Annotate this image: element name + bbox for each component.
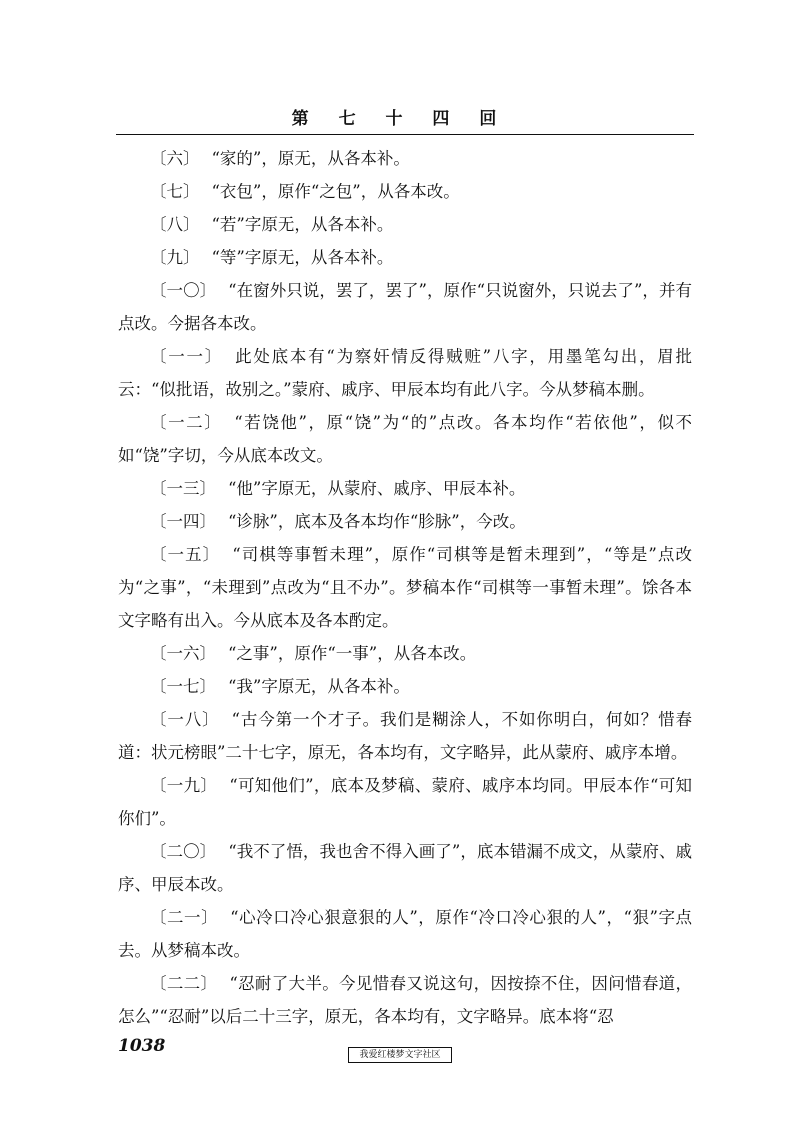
page-number: 1038 [118, 1036, 166, 1056]
footnote-text: “家的”，原无，从各本补。 [211, 149, 410, 168]
footnote-number: 〔二二〕 [150, 974, 218, 993]
footnote-text: 此处底本有“为察奸情反得贼赃”八字，用墨笔勾出，眉批云：“似批语，故别之。”蒙府、戚序、甲辰本均有此八字。今从梦稿本删。 [118, 347, 693, 399]
footnote [118, 901, 692, 967]
footnote-number: 〔二一〕 [150, 908, 219, 927]
footnote [118, 769, 692, 835]
page-header: 第 七 十 四 回 [291, 109, 509, 129]
footnote-text: “在窗外只说，罢了，罢了”，原作“只说窗外，只说去了”，并有点改。今据各本改。 [118, 281, 692, 333]
footnote-number: 〔八〕 [150, 215, 200, 234]
notes-body [118, 142, 692, 1033]
footnote [118, 538, 692, 637]
footnote [118, 703, 692, 769]
footnote-number: 〔一九〕 [150, 776, 218, 795]
footnote [118, 142, 692, 175]
footnote [118, 241, 692, 274]
footnote [118, 208, 692, 241]
footnote-text: “我”字原无，从各本补。 [228, 677, 410, 696]
footnote-number: 〔一五〕 [150, 545, 221, 564]
footnote-number: 〔二〇〕 [150, 842, 217, 861]
footnote [118, 406, 692, 472]
footnote [118, 967, 692, 1033]
footnote [118, 670, 692, 703]
footnote-number: 〔六〕 [150, 149, 200, 168]
footnote-text: “可知他们”，底本及梦稿、蒙府、戚序本均同。甲辰本作“可知你们”。 [118, 776, 693, 828]
footnote-text: “司棋等事暂未理”，原作“司棋等是暂未理到”，“等是”点改为“之事”，“未理到”点改为“且不办”。梦稿本作“司棋等一事暂未理”。馀各本文字略有出入。今从底本及各本酌定。 [118, 545, 692, 630]
footnote-number: 〔一三〕 [150, 479, 216, 498]
footnote-text: “衣包”，原作“之包”，从各本改。 [211, 182, 460, 201]
footnote-text: “我不了悟，我也舍不得入画了”，底本错漏不成文，从蒙府、戚序、甲辰本改。 [118, 842, 692, 894]
watermark-stamp: 我爱红楼梦文字社区 [348, 1047, 452, 1063]
footnote-text: “心冷口冷心狠意狠的人”，原作“冷口冷心狠的人”，“狠”字点去。从梦稿本改。 [118, 908, 692, 960]
footnote-number: 〔一七〕 [150, 677, 216, 696]
footnote-text: “若”字原无，从各本补。 [211, 215, 394, 234]
footnote [118, 637, 692, 670]
footnote-text: “若饶他”，原“饶”为“的”点改。各本均作“若依他”，似不如“饶”字切，今从底本改文。 [118, 413, 693, 465]
footnote [118, 175, 692, 208]
footnote-text: “等”字原无，从各本补。 [211, 248, 394, 267]
footnote-text: “他”字原无，从蒙府、戚序、甲辰本补。 [228, 479, 526, 498]
footnote-text: “古今第一个才子。我们是糊涂人，不如你明白，何如？惜春道：状元榜眼”二十七字，原无，各本均有，文字略异，此从蒙府、戚序本增。 [118, 710, 693, 762]
header-rule [116, 134, 694, 135]
footnote-text: “忍耐了大半。今见惜春又说这句，因按捺不住，因问惜春道，怎么”“忍耐”以后二十三字，原无，各本均有，文字略异。底本将“忍 [118, 974, 693, 1026]
footnote [118, 835, 692, 901]
footnote-number: 〔一八〕 [150, 710, 220, 729]
footnote [118, 472, 692, 505]
footnote-number: 〔一四〕 [150, 512, 216, 531]
footnote-number: 〔一六〕 [150, 644, 216, 663]
footnote-number: 〔一二〕 [150, 413, 223, 432]
footnote [118, 340, 692, 406]
footnote-number: 〔九〕 [150, 248, 200, 267]
footnote-text: “诊脉”，底本及各本均作“胗脉”，今改。 [228, 512, 526, 531]
footnote-number: 〔七〕 [150, 182, 200, 201]
footnote [118, 505, 692, 538]
footnote-text: “之事”，原作“一事”，从各本改。 [228, 644, 477, 663]
footnote-number: 〔一一〕 [150, 347, 224, 366]
footnote-number: 〔一〇〕 [150, 281, 217, 300]
footnote [118, 274, 692, 340]
